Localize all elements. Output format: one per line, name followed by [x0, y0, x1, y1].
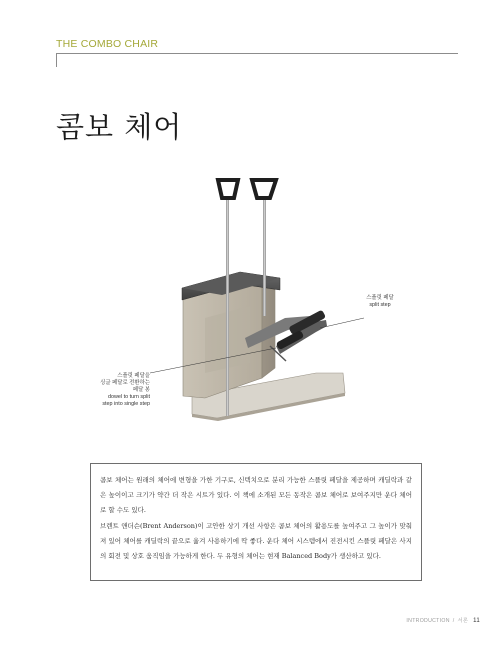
callout-label: step into single step — [102, 401, 150, 407]
callout-label: 페달 봉 — [132, 387, 150, 393]
page-title: 콤보 체어 — [56, 110, 183, 145]
footer-section: INTRODUCTION — [406, 618, 450, 624]
header-tick — [56, 53, 57, 67]
page-footer — [406, 617, 480, 624]
callout-label: 스플릿 페달을 — [117, 373, 150, 379]
body-paragraph: 콤보 체어는 원래의 체어에 변형을 가한 기구로, 신텍치으로 분리 가능한 스플릿 페달을 제공하며 캐딜락과 같은 높이이고 크기가 약간 더 작은 시트가 있다. 이 책에 소개된 모든 동작은 콤보 체어로 보여주지만 운다 체어로 할 수도 있다. — [100, 476, 412, 515]
callout-label: split step — [369, 302, 391, 308]
description-box — [90, 463, 422, 581]
dowel-callout — [78, 373, 150, 408]
callout-label: dowel to turn split — [108, 394, 150, 400]
body-paragraph: 브렌트 앤더슨(Brent Anderson)이 고안한 상기 개선 사항은 콤보 체어의 활용도를 높여주고 그 높이가 맞춰져 있어 체어를 캐딜락의 끝으로 옮겨 사용하기에 딱 좋다. 운다 체어 시스템에서 진전시킨 스플릿 페달은 사지의 회전 및 상호 움직임을 가능하게 한다. 두 유형의 체어는 현재 Balanced Body가 생산하고 있다. — [100, 521, 412, 561]
footer-separator: / — [452, 618, 455, 624]
callout-label: 싱글 페달로 전환하는 — [100, 380, 150, 386]
split-step-callout — [350, 295, 410, 309]
section-label: THE COMBO CHAIR — [56, 38, 159, 50]
footer-section-korean: 서론 — [457, 618, 469, 624]
page-number: 11 — [473, 618, 480, 624]
header-rule — [56, 53, 458, 54]
callout-label: 스플릿 페달 — [366, 295, 394, 301]
